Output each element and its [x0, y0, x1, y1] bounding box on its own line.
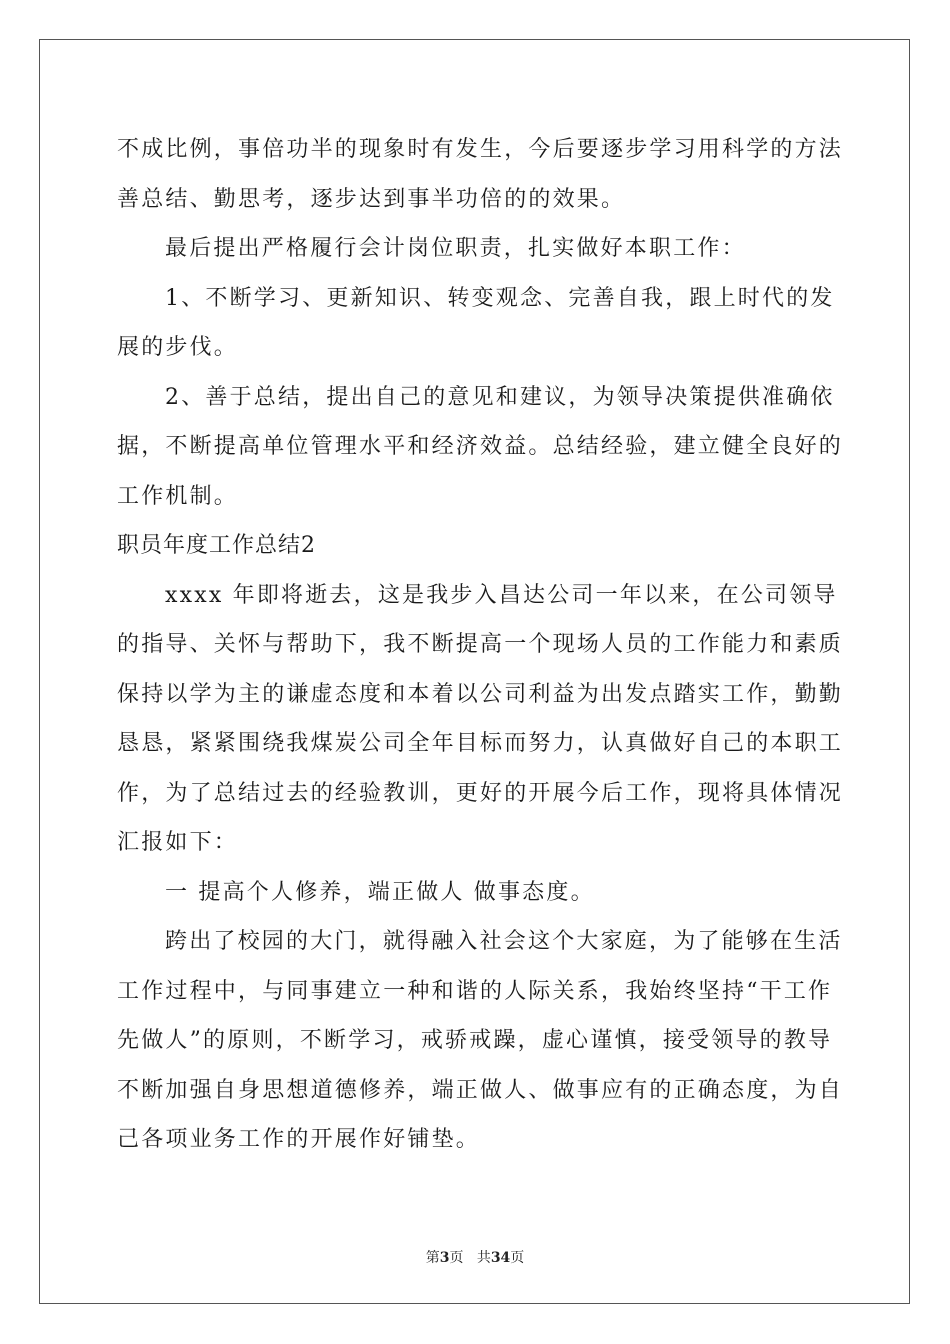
- document-body: [117, 125, 844, 1165]
- current-page-number: 3: [439, 1250, 450, 1266]
- text-line: 展的步伐。: [117, 335, 239, 360]
- text-line: 跨出了校园的大门，就得融入社会这个大家庭，为了能够在生活: [165, 929, 843, 954]
- footer-total-unit: 页: [510, 1250, 525, 1266]
- text-line: 己各项业务工作的开展作好铺垫。: [117, 1127, 481, 1152]
- text-line: 保持以学为主的谦虚态度和本着以公司利益为出发点踏实工作，勤勤: [117, 681, 844, 707]
- text-line: 工作机制。: [117, 483, 239, 509]
- footer-prefix: 第: [425, 1250, 440, 1266]
- text-line: 据，不断提高单位管理水平和经济效益。总结经验，建立健全良好的: [117, 434, 844, 459]
- text-line: 善总结、勤思考，逐步达到事半功倍的的效果。: [117, 186, 626, 212]
- text-line: 的指导、关怀与帮助下，我不断提高一个现场人员的工作能力和素质: [117, 632, 844, 657]
- section-heading: 职员年度工作总结2: [117, 533, 316, 558]
- footer-page-unit: 页: [449, 1250, 464, 1266]
- text-line: 汇报如下：: [117, 830, 239, 855]
- text-line: 1、不断学习、更新知识、转变观念、完善自我，跟上时代的发: [165, 285, 835, 311]
- text-line: 不断加强自身思想道德修养，端正做人、做事应有的正确态度，为自: [117, 1077, 844, 1103]
- text-line: 最后提出严格履行会计岗位职责，扎实做好本职工作：: [165, 236, 746, 261]
- text-line: 2、善于总结，提出自己的意见和建议，为领导决策提供准确依: [165, 384, 835, 410]
- text-line: 作，为了总结过去的经验教训，更好的开展今后工作，现将具体情况: [117, 780, 844, 806]
- text-line: 不成比例，事倍功半的现象时有发生，今后要逐步学习用科学的方法: [117, 137, 844, 162]
- footer-total-prefix: 共: [476, 1250, 491, 1266]
- total-pages-number: 34: [490, 1250, 511, 1266]
- text-line: 恳恳，紧紧围绕我煤炭公司全年目标而努力，认真做好自己的本职工: [117, 731, 844, 756]
- text-line: 一 提高个人修养，端正做人 做事态度。: [165, 879, 595, 905]
- text-line: xxxx 年即将逝去，这是我步入昌达公司一年以来，在公司领导: [165, 582, 838, 608]
- text-line: 工作过程中，与同事建立一种和谐的人际关系，我始终坚持“干工作: [117, 978, 833, 1004]
- text-line: 先做人”的原则，不断学习，戒骄戒躁，虚心谨慎，接受领导的教导: [117, 1028, 833, 1053]
- page-footer: [0, 1247, 950, 1267]
